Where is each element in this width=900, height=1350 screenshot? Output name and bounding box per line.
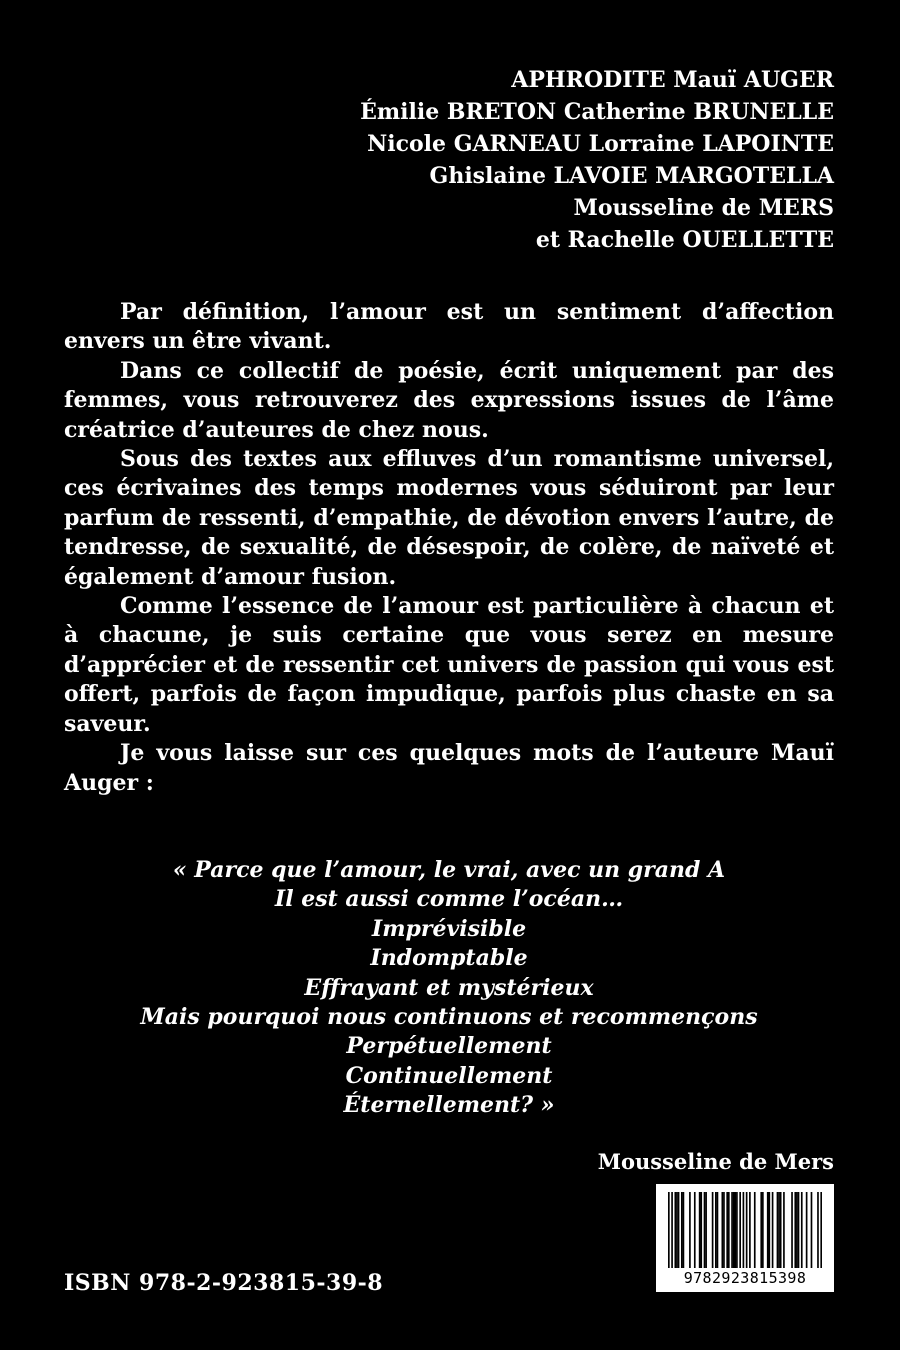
barcode-bar	[723, 1192, 725, 1268]
author-line: Mousseline de MERS	[573, 195, 834, 221]
barcode-bar	[749, 1192, 751, 1268]
barcode-bar	[733, 1192, 735, 1268]
barcode-bar	[754, 1192, 756, 1268]
barcode-bar	[717, 1192, 719, 1268]
barcode	[656, 1184, 834, 1292]
barcode-bar	[743, 1192, 745, 1268]
barcode-bar	[731, 1192, 733, 1268]
poem-line: Mais pourquoi nous continuons et recommençons	[140, 1004, 758, 1031]
barcode-bar	[726, 1192, 728, 1268]
poem-line: Indomptable	[370, 945, 528, 972]
poem-quote	[64, 856, 834, 1121]
isbn-number: ISBN 978-2-923815-39-8	[64, 1270, 384, 1296]
barcode-bar	[760, 1192, 762, 1268]
poem-line: Effrayant et mystérieux	[304, 974, 594, 1001]
signature: Mousseline de Mers	[597, 1149, 834, 1174]
barcode-bar	[811, 1192, 813, 1268]
poem-line: Continuellement	[345, 1062, 553, 1089]
barcode-bar	[668, 1192, 670, 1268]
barcode-bar	[699, 1192, 701, 1268]
barcode-bar	[674, 1192, 676, 1268]
barcode-bar	[820, 1192, 822, 1268]
barcode-bar	[712, 1192, 714, 1268]
blurb-paragraph: Sous des textes aux effluves d’un romantisme universel, ces écrivaines des temps modernes vous séduiront par leur parfum de ressenti, d’empathie, de dévotion envers l’autre, de tendresse, de sexualité, de désespoir, de colère, de naïveté et également d’amour fusion.	[64, 446, 834, 590]
barcode-bar	[728, 1192, 730, 1268]
poem-line: « Parce que l’amour, le vrai, avec un grand A	[172, 857, 726, 883]
barcode-bar	[704, 1192, 706, 1268]
barcode-bar	[689, 1192, 691, 1268]
blurb-paragraph: Je vous laisse sur ces quelques mots de l’auteure Mauï Auger :	[64, 740, 834, 796]
back-cover-blurb	[64, 298, 834, 798]
barcode-bar	[798, 1192, 800, 1268]
barcode-bar	[794, 1192, 796, 1268]
barcode-bar	[777, 1192, 779, 1268]
blurb-paragraph: Dans ce collectif de poésie, écrit uniquement par des femmes, vous retrouverez des expressions issues de l’âme créatrice d’auteures de chez nous.	[64, 357, 834, 443]
barcode-bar	[683, 1192, 685, 1268]
author-line: Ghislaine LAVOIE MARGOTELLA	[429, 163, 834, 189]
barcode-bar	[671, 1192, 673, 1268]
poem-line: Éternellement? »	[343, 1092, 555, 1119]
barcode-bar	[778, 1192, 780, 1268]
poem-line: Perpétuellement	[346, 1033, 552, 1060]
barcode-bar	[700, 1192, 702, 1268]
barcode-bar	[762, 1192, 764, 1268]
barcode-digits: 9782923815398	[683, 1269, 807, 1287]
barcode-bar	[772, 1192, 774, 1268]
barcode-bar	[767, 1192, 769, 1268]
barcode-bar	[694, 1192, 696, 1268]
barcode-bar	[746, 1192, 748, 1268]
barcode-bar	[715, 1192, 717, 1268]
barcode-bar	[817, 1192, 819, 1268]
barcode-bar	[796, 1192, 798, 1268]
barcode-bar	[780, 1192, 782, 1268]
barcode-bar	[676, 1192, 678, 1268]
author-list	[74, 64, 834, 256]
barcode-bar	[783, 1192, 785, 1268]
author-line: APHRODITE Mauï AUGER	[511, 67, 834, 93]
poem-line: Imprévisible	[371, 915, 527, 942]
barcode-bar	[806, 1192, 808, 1268]
barcode-bar	[769, 1192, 771, 1268]
barcode-bar	[734, 1192, 736, 1268]
barcode-bar	[681, 1192, 683, 1268]
author-line: Nicole GARNEAU Lorraine LAPOINTE	[367, 131, 834, 157]
blurb-paragraph: Par définition, l’amour est un sentiment d’affection envers un être vivant.	[64, 299, 834, 355]
barcode-bar	[721, 1192, 723, 1268]
barcode-bars	[668, 1192, 822, 1268]
barcode-bar	[791, 1192, 793, 1268]
author-line: Émilie BRETON Catherine BRUNELLE	[360, 99, 834, 125]
poem-line: Il est aussi comme l’océan…	[274, 886, 624, 913]
barcode-bar	[705, 1192, 707, 1268]
barcode-bar	[801, 1192, 803, 1268]
barcode-bar	[739, 1192, 741, 1268]
barcode-bar	[736, 1192, 738, 1268]
author-line: et Rachelle OUELLETTE	[535, 227, 834, 253]
barcode-bar	[678, 1192, 680, 1268]
blurb-paragraph: Comme l’essence de l’amour est particulière à chacun et à chacune, je suis certaine que vous serez en mesure d’apprécier et de ressentir cet univers de passion qui vous est offert, parfois de façon impudique, parfois plus chaste en sa saveur.	[64, 593, 834, 737]
